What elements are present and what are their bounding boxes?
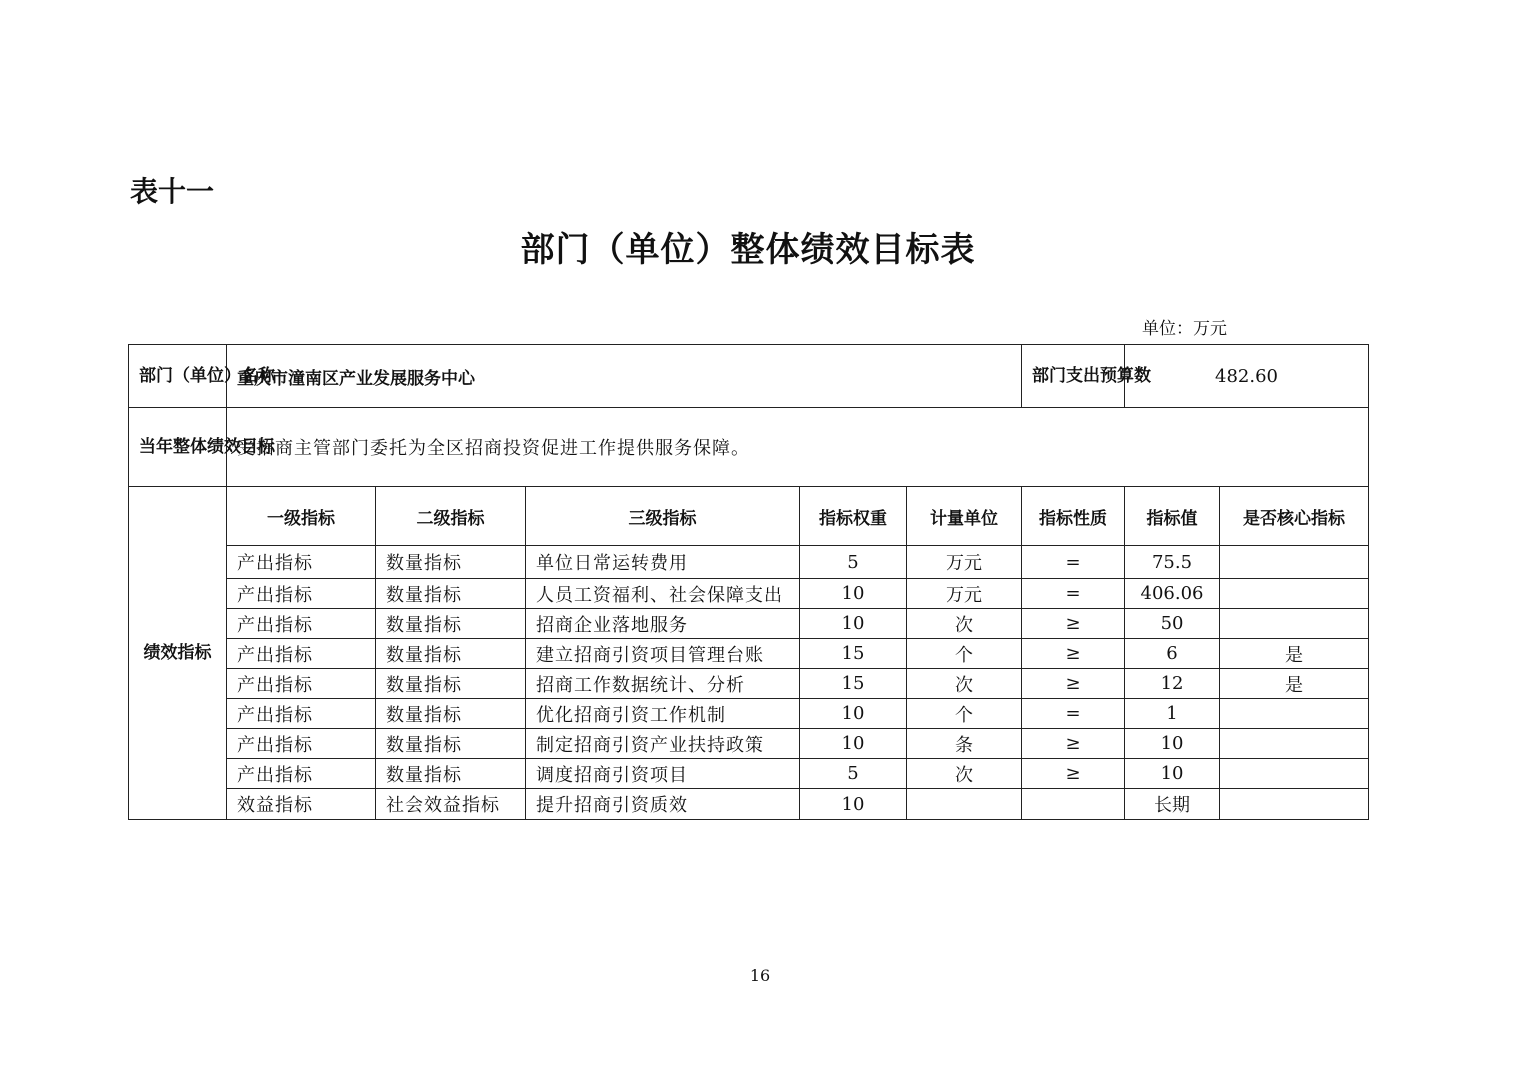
cell-l2: 数量指标 bbox=[376, 669, 526, 699]
cell-l3: 制定招商引资产业扶持政策 bbox=[526, 729, 800, 759]
cell-weight: 5 bbox=[800, 759, 907, 789]
cell-value: 10 bbox=[1125, 759, 1220, 789]
cell-core bbox=[1220, 579, 1369, 609]
goal-row bbox=[129, 408, 1369, 487]
cell-value: 75.5 bbox=[1125, 546, 1220, 579]
cell-l2: 数量指标 bbox=[376, 699, 526, 729]
goal-text: 受招商主管部门委托为全区招商投资促进工作提供服务保障。 bbox=[227, 408, 1369, 487]
page-number: 16 bbox=[749, 966, 771, 985]
header-cell: 计量单位 bbox=[907, 487, 1022, 546]
cell-core: 是 bbox=[1220, 639, 1369, 669]
cell-value: 长期 bbox=[1125, 789, 1220, 820]
dept-row bbox=[129, 345, 1369, 408]
cell-l2: 数量指标 bbox=[376, 759, 526, 789]
table-row bbox=[129, 759, 1369, 789]
cell-l1: 产出指标 bbox=[227, 639, 376, 669]
goal-label: 当年整体绩效目标 bbox=[129, 408, 227, 487]
cell-core: 是 bbox=[1220, 669, 1369, 699]
cell-unit: 条 bbox=[907, 729, 1022, 759]
cell-l2: 数量指标 bbox=[376, 546, 526, 579]
header-cell: 指标性质 bbox=[1022, 487, 1125, 546]
cell-core bbox=[1220, 759, 1369, 789]
cell-core bbox=[1220, 789, 1369, 820]
cell-weight: 10 bbox=[800, 729, 907, 759]
cell-weight: 15 bbox=[800, 669, 907, 699]
cell-l2: 数量指标 bbox=[376, 639, 526, 669]
cell-unit: 次 bbox=[907, 669, 1022, 699]
cell-weight: 10 bbox=[800, 699, 907, 729]
cell-weight: 15 bbox=[800, 639, 907, 669]
cell-nature: = bbox=[1022, 579, 1125, 609]
header-cell: 二级指标 bbox=[376, 487, 526, 546]
table-number: 表十一 bbox=[130, 175, 215, 208]
cell-nature: ≥ bbox=[1022, 669, 1125, 699]
cell-unit: 个 bbox=[907, 699, 1022, 729]
unit-note: 单位：万元 bbox=[1142, 319, 1227, 339]
budget-label: 部门支出预算数 bbox=[1022, 345, 1125, 408]
cell-l3: 人员工资福利、社会保障支出 bbox=[526, 579, 800, 609]
cell-core bbox=[1220, 609, 1369, 639]
cell-weight: 10 bbox=[800, 789, 907, 820]
cell-l3: 优化招商引资工作机制 bbox=[526, 699, 800, 729]
cell-l1: 产出指标 bbox=[227, 609, 376, 639]
cell-value: 6 bbox=[1125, 639, 1220, 669]
cell-l2: 数量指标 bbox=[376, 579, 526, 609]
cell-l1: 产出指标 bbox=[227, 699, 376, 729]
page-title: 部门（单位）整体绩效目标表 bbox=[520, 230, 976, 270]
table-row bbox=[129, 729, 1369, 759]
cell-l2: 社会效益指标 bbox=[376, 789, 526, 820]
cell-l1: 产出指标 bbox=[227, 546, 376, 579]
dept-name: 重庆市潼南区产业发展服务中心 bbox=[227, 345, 1022, 408]
header-cell: 是否核心指标 bbox=[1220, 487, 1369, 546]
cell-unit bbox=[907, 789, 1022, 820]
cell-nature bbox=[1022, 789, 1125, 820]
cell-nature: ≥ bbox=[1022, 759, 1125, 789]
table-row bbox=[129, 669, 1369, 699]
cell-weight: 5 bbox=[800, 546, 907, 579]
header-cell: 指标值 bbox=[1125, 487, 1220, 546]
cell-nature: ≥ bbox=[1022, 729, 1125, 759]
header-row bbox=[129, 487, 1369, 546]
cell-l3: 建立招商引资项目管理台账 bbox=[526, 639, 800, 669]
cell-l3: 招商工作数据统计、分析 bbox=[526, 669, 800, 699]
cell-unit: 个 bbox=[907, 639, 1022, 669]
cell-value: 10 bbox=[1125, 729, 1220, 759]
cell-unit: 万元 bbox=[907, 546, 1022, 579]
dept-label: 部门（单位）名称 bbox=[129, 345, 227, 408]
cell-value: 50 bbox=[1125, 609, 1220, 639]
cell-core bbox=[1220, 546, 1369, 579]
cell-value: 1 bbox=[1125, 699, 1220, 729]
table-row bbox=[129, 609, 1369, 639]
cell-nature: = bbox=[1022, 699, 1125, 729]
cell-l2: 数量指标 bbox=[376, 729, 526, 759]
cell-l2: 数量指标 bbox=[376, 609, 526, 639]
cell-l3: 单位日常运转费用 bbox=[526, 546, 800, 579]
table-row bbox=[129, 789, 1369, 820]
cell-weight: 10 bbox=[800, 579, 907, 609]
table-row bbox=[129, 546, 1369, 579]
cell-unit: 万元 bbox=[907, 579, 1022, 609]
cell-value: 406.06 bbox=[1125, 579, 1220, 609]
cell-nature: ≥ bbox=[1022, 639, 1125, 669]
cell-core bbox=[1220, 729, 1369, 759]
table-row bbox=[129, 579, 1369, 609]
budget-value: 482.60 bbox=[1125, 345, 1369, 408]
header-cell: 一级指标 bbox=[227, 487, 376, 546]
cell-l1: 产出指标 bbox=[227, 669, 376, 699]
cell-nature: ≥ bbox=[1022, 609, 1125, 639]
header-cell: 三级指标 bbox=[526, 487, 800, 546]
performance-table bbox=[128, 344, 1369, 820]
cell-l1: 产出指标 bbox=[227, 579, 376, 609]
table-row bbox=[129, 639, 1369, 669]
cell-unit: 次 bbox=[907, 759, 1022, 789]
indicator-label: 绩效指标 bbox=[129, 487, 227, 820]
header-cell: 指标权重 bbox=[800, 487, 907, 546]
cell-l1: 产出指标 bbox=[227, 759, 376, 789]
cell-l1: 产出指标 bbox=[227, 729, 376, 759]
cell-l1: 效益指标 bbox=[227, 789, 376, 820]
cell-l3: 调度招商引资项目 bbox=[526, 759, 800, 789]
cell-weight: 10 bbox=[800, 609, 907, 639]
cell-l3: 招商企业落地服务 bbox=[526, 609, 800, 639]
cell-l3: 提升招商引资质效 bbox=[526, 789, 800, 820]
cell-value: 12 bbox=[1125, 669, 1220, 699]
cell-unit: 次 bbox=[907, 609, 1022, 639]
table-row bbox=[129, 699, 1369, 729]
cell-nature: = bbox=[1022, 546, 1125, 579]
cell-core bbox=[1220, 699, 1369, 729]
